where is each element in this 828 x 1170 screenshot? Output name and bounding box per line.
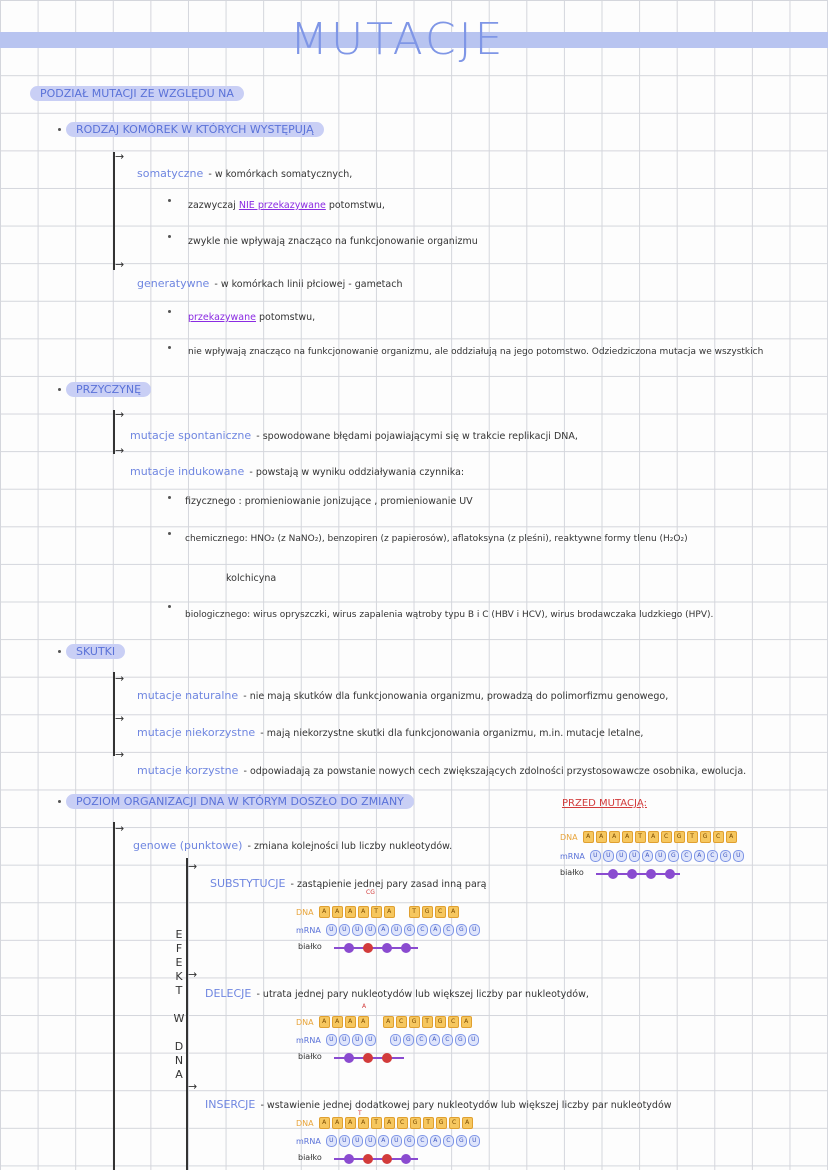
arrow-icon: →: [188, 860, 198, 873]
rna-nucleotide: U: [469, 924, 480, 936]
rna-nucleotide: A: [378, 1135, 389, 1147]
bullet: [168, 346, 171, 349]
arrow-icon: →: [115, 672, 125, 685]
vertical-letter: A: [175, 1068, 183, 1081]
dna-nucleotide: G: [674, 831, 685, 843]
rna-nucleotide: A: [429, 1034, 440, 1046]
vertical-letter: T: [175, 984, 183, 997]
natural-row: [137, 684, 668, 703]
dna-nucleotide: C: [661, 831, 672, 843]
amino-acid-changed: [363, 1053, 373, 1063]
dna-nucleotide: A: [461, 1016, 472, 1028]
amino-acid-changed: [382, 1154, 392, 1164]
dna-nucleotide: A: [358, 906, 369, 918]
gene-text: - zmiana kolejności lub liczby nukleotydów.: [247, 841, 453, 852]
amino-acid-changed: [363, 1154, 373, 1164]
protein-label: białko: [298, 942, 322, 951]
rna-nucleotide: U: [629, 850, 640, 862]
rna-nucleotide: C: [681, 850, 692, 862]
dna-nucleotide: A: [332, 906, 343, 918]
beneficial-label: mutacje korzystne: [137, 764, 239, 777]
page-title: MUTACJE: [290, 14, 506, 65]
deletion-text: - utrata jednej pary nukleotydów lub większej liczby par nukleotydów,: [256, 989, 589, 1000]
subheading-cell-type: RODZAJ KOMÓREK W KTÓRYCH WYSTĘPUJĄ: [66, 122, 324, 137]
dna-nucleotide: A: [622, 831, 633, 843]
rna-nucleotide: A: [694, 850, 705, 862]
natural-text: - nie mają skutków dla funkcjonowania organizmu, prowadzą do polimorfizmu genowego,: [243, 691, 669, 702]
rna-nucleotide: G: [404, 924, 415, 936]
gene-label: genowe (punktowe): [133, 839, 243, 852]
amino-acid: [646, 869, 656, 879]
rna-nucleotide: C: [442, 1034, 453, 1046]
rna-nucleotide: U: [339, 924, 350, 936]
substitution-dna-strand: [296, 906, 459, 918]
rna-nucleotide: C: [416, 1034, 427, 1046]
harmful-text: - mają niekorzystne skutki dla funkcjonowania organizmu, m.in. mutacje letalne,: [260, 728, 644, 739]
dna-nucleotide: C: [396, 1016, 407, 1028]
chemical-factor-2: kolchicyna: [226, 573, 277, 584]
amino-acid: [344, 1053, 354, 1063]
physical-factor: fizycznego : promieniowanie jonizujące , promieniowanie UV: [185, 496, 473, 507]
natural-label: mutacje naturalne: [137, 689, 239, 702]
rna-nucleotide: G: [668, 850, 679, 862]
biological-factor: biologicznego: wirus opryszczki, wirus zapalenia wątroby typu B i C (HBV i HCV), wirus brodawczaka ludzkiego (HPV).: [185, 610, 714, 620]
vertical-letter: D: [174, 1040, 184, 1053]
rna-nucleotide: C: [417, 924, 428, 936]
insertion-label: INSERCJE: [205, 1098, 256, 1111]
rna-nucleotide: U: [326, 1135, 337, 1147]
dna-nucleotide: T: [422, 1016, 433, 1028]
somatic-row: [137, 162, 352, 181]
dna-nucleotide: A: [345, 906, 356, 918]
arrow-icon: →: [115, 258, 125, 271]
amino-acid: [627, 869, 637, 879]
bullet: [58, 650, 61, 653]
beneficial-text: - odpowiadają za powstanie nowych cech zwiększających zdolności przystosowawcze osobnika, ewolucja.: [243, 766, 747, 777]
dna-nucleotide: A: [358, 1016, 369, 1028]
dna-nucleotide: A: [332, 1016, 343, 1028]
dna-nucleotide: A: [319, 906, 330, 918]
bullet: [168, 532, 171, 535]
dna-nucleotide: A: [726, 831, 737, 843]
amino-acid: [608, 869, 618, 879]
arrow-icon: →: [188, 1080, 198, 1093]
rna-nucleotide: U: [616, 850, 627, 862]
germ-bullet-1: [188, 312, 315, 323]
dna-nucleotide: A: [384, 906, 395, 918]
deletion-row: [205, 982, 589, 1001]
dna-nucleotide: A: [384, 1117, 395, 1129]
arrow-icon: →: [115, 748, 125, 761]
amino-acid: [382, 943, 392, 953]
text: potomstwu,: [325, 200, 385, 211]
dna-label: DNA: [296, 1118, 314, 1128]
induced-text: - powstają w wyniku oddziaływania czynnika:: [249, 467, 465, 478]
amino-acid-changed: [382, 1053, 392, 1063]
before-dna-strand: [560, 831, 737, 843]
rna-nucleotide: U: [365, 924, 376, 936]
rna-nucleotide: U: [326, 924, 337, 936]
rna-nucleotide: A: [378, 924, 389, 936]
dna-nucleotide: G: [409, 1016, 420, 1028]
bullet: [168, 235, 171, 238]
vertical-letter: F: [175, 942, 183, 955]
rna-nucleotide: U: [391, 924, 402, 936]
dna-nucleotide: T: [635, 831, 646, 843]
rna-nucleotide: U: [390, 1034, 401, 1046]
subheading-level: POZIOM ORGANIZACJI DNA W KTÓRYM DOSZŁO DO ZMIANY: [66, 794, 414, 809]
vertical-letter: K: [175, 970, 183, 983]
before-mutation-label: PRZED MUTACJĄ:: [562, 798, 647, 809]
rna-nucleotide: U: [469, 1135, 480, 1147]
dna-nucleotide: G: [435, 1016, 446, 1028]
bullet: [58, 800, 61, 803]
insertion-text: - wstawienie jednej dodatkowej pary nukleotydów lub większej liczby par nukleotydów: [260, 1100, 672, 1111]
chemical-factor: chemicznego: HNO₂ (z NaNO₂), benzopiren (z papierosów), aflatoksyna (z pleśni), reaktywne formy tlenu (H₂O₂): [185, 534, 688, 544]
spontaneous-row: [130, 424, 578, 443]
arrow-icon: →: [115, 408, 125, 421]
germ-bullet-2: nie wpływają znacząco na funkcjonowanie organizmu, ale oddziałują na jego potomstwo. Odziedziczona mutacja we wszystkich: [188, 347, 764, 357]
deletion-mrna-strand: [296, 1034, 479, 1046]
rna-nucleotide: U: [733, 850, 744, 862]
insertion-marker: T: [358, 1110, 362, 1117]
underlined-text: przekazywane: [188, 312, 256, 323]
arrow-icon: →: [115, 712, 125, 725]
rna-nucleotide: U: [352, 1135, 363, 1147]
bullet: [58, 128, 61, 131]
dna-nucleotide: A: [583, 831, 594, 843]
rna-nucleotide: U: [339, 1135, 350, 1147]
rna-nucleotide: U: [326, 1034, 337, 1046]
somatic-text: - w komórkach somatycznych,: [208, 169, 353, 180]
rna-nucleotide: U: [468, 1034, 479, 1046]
arrow-icon: →: [188, 968, 198, 981]
dna-nucleotide: A: [358, 1117, 369, 1129]
bracket-line: [186, 858, 188, 1170]
rna-nucleotide: G: [455, 1034, 466, 1046]
insertion-mrna-strand: [296, 1135, 480, 1147]
subheading-cause: PRZYCZYNĘ: [66, 382, 151, 397]
subheading-effects: SKUTKI: [66, 644, 125, 659]
before-mrna-strand: [560, 850, 744, 862]
somatic-bullet-1: [188, 200, 385, 211]
dna-nucleotide: G: [436, 1117, 447, 1129]
mrna-label: mRNA: [560, 851, 585, 861]
dna-nucleotide: A: [345, 1117, 356, 1129]
dna-nucleotide: T: [371, 1117, 382, 1129]
substitution-text: - zastąpienie jednej pary zasad inną parą: [290, 879, 487, 890]
germ-text: - w komórkach linii płciowej - gametach: [214, 279, 403, 290]
bullet: [168, 310, 171, 313]
induced-row: [130, 460, 464, 479]
dna-nucleotide: C: [713, 831, 724, 843]
text: potomstwu,: [256, 312, 316, 323]
dna-nucleotide: A: [596, 831, 607, 843]
vertical-letter: [173, 998, 185, 1012]
section-heading: PODZIAŁ MUTACJI ZE WZGLĘDU NA: [30, 86, 244, 101]
rna-nucleotide: C: [443, 924, 454, 936]
bullet: [58, 388, 61, 391]
harmful-row: [137, 721, 643, 740]
dna-label: DNA: [296, 907, 314, 917]
rna-nucleotide: G: [456, 1135, 467, 1147]
mrna-label: mRNA: [296, 925, 321, 935]
dna-nucleotide: G: [700, 831, 711, 843]
vertical-letter: E: [175, 928, 183, 941]
rna-nucleotide: A: [430, 924, 441, 936]
vertical-letter: W: [173, 1012, 185, 1025]
dna-nucleotide: A: [609, 831, 620, 843]
insertion-row: [205, 1093, 672, 1112]
dna-nucleotide: A: [448, 906, 459, 918]
rna-nucleotide: U: [352, 924, 363, 936]
amino-acid: [401, 1154, 411, 1164]
amino-acid: [344, 1154, 354, 1164]
rna-nucleotide: C: [707, 850, 718, 862]
dna-nucleotide: G: [410, 1117, 421, 1129]
dna-nucleotide: A: [648, 831, 659, 843]
rna-nucleotide: U: [590, 850, 601, 862]
protein-label: białko: [560, 868, 584, 877]
somatic-bullet-2: zwykle nie wpływają znacząco na funkcjonowanie organizmu: [188, 236, 478, 247]
deletion-label: DELECJE: [205, 987, 252, 1000]
dna-nucleotide: A: [332, 1117, 343, 1129]
vertical-letter: E: [175, 956, 183, 969]
rna-nucleotide: G: [403, 1034, 414, 1046]
amino-acid: [344, 943, 354, 953]
rna-nucleotide: U: [603, 850, 614, 862]
rna-nucleotide: A: [642, 850, 653, 862]
bracket-line: [113, 152, 115, 270]
dna-nucleotide: T: [423, 1117, 434, 1129]
gene-row: [133, 834, 452, 853]
dna-nucleotide: C: [449, 1117, 460, 1129]
induced-label: mutacje indukowane: [130, 465, 245, 478]
vertical-letter: N: [174, 1054, 184, 1067]
spontaneous-label: mutacje spontaniczne: [130, 429, 252, 442]
deletion-marker: A: [362, 1003, 367, 1010]
dna-nucleotide: C: [435, 906, 446, 918]
mrna-label: mRNA: [296, 1035, 321, 1045]
protein-label: białko: [298, 1153, 322, 1162]
substitution-row: [210, 872, 487, 891]
arrow-icon: →: [115, 150, 125, 163]
insertion-dna-strand: [296, 1117, 473, 1129]
beneficial-row: [137, 759, 746, 778]
dna-nucleotide: T: [687, 831, 698, 843]
rna-nucleotide: G: [404, 1135, 415, 1147]
germ-row: [137, 272, 402, 291]
bullet: [168, 199, 171, 202]
dna-nucleotide: T: [409, 906, 420, 918]
bullet: [168, 496, 171, 499]
rna-nucleotide: U: [365, 1034, 376, 1046]
rna-nucleotide: G: [456, 924, 467, 936]
substitution-label: SUBSTYTUCJE: [210, 877, 286, 890]
arrow-icon: →: [115, 822, 125, 835]
bracket-line: [113, 822, 115, 1170]
germ-label: generatywne: [137, 277, 210, 290]
effect-in-dna-vertical-label: [173, 928, 185, 1082]
dna-nucleotide: A: [345, 1016, 356, 1028]
rna-nucleotide: U: [339, 1034, 350, 1046]
rna-nucleotide: U: [352, 1034, 363, 1046]
rna-nucleotide: U: [391, 1135, 402, 1147]
amino-acid-changed: [363, 943, 373, 953]
rna-nucleotide: C: [443, 1135, 454, 1147]
dna-nucleotide: C: [448, 1016, 459, 1028]
dna-label: DNA: [296, 1017, 314, 1027]
rna-nucleotide: U: [655, 850, 666, 862]
dna-nucleotide: C: [397, 1117, 408, 1129]
substitution-mrna-strand: [296, 924, 480, 936]
amino-acid: [665, 869, 675, 879]
text: zazwyczaj: [188, 200, 239, 211]
dna-nucleotide: A: [462, 1117, 473, 1129]
deletion-dna-strand: [296, 1016, 472, 1028]
dna-nucleotide: T: [371, 906, 382, 918]
somatic-label: somatyczne: [137, 167, 204, 180]
protein-label: białko: [298, 1052, 322, 1061]
rna-nucleotide: C: [417, 1135, 428, 1147]
rna-nucleotide: A: [430, 1135, 441, 1147]
mrna-label: mRNA: [296, 1136, 321, 1146]
dna-nucleotide: G: [422, 906, 433, 918]
substitution-change-marker: CG: [366, 889, 375, 896]
vertical-letter: [173, 1026, 185, 1040]
arrow-icon: →: [115, 444, 125, 457]
dna-nucleotide: A: [319, 1016, 330, 1028]
rna-nucleotide: G: [720, 850, 731, 862]
bullet: [168, 605, 171, 608]
amino-acid: [401, 943, 411, 953]
dna-label: DNA: [560, 832, 578, 842]
underlined-text: NIE przekazywane: [238, 200, 326, 211]
harmful-label: mutacje niekorzystne: [137, 726, 256, 739]
dna-nucleotide: A: [383, 1016, 394, 1028]
dna-nucleotide: A: [319, 1117, 330, 1129]
rna-nucleotide: U: [365, 1135, 376, 1147]
spontaneous-text: - spowodowane błędami pojawiającymi się w trakcie replikacji DNA,: [256, 431, 578, 442]
